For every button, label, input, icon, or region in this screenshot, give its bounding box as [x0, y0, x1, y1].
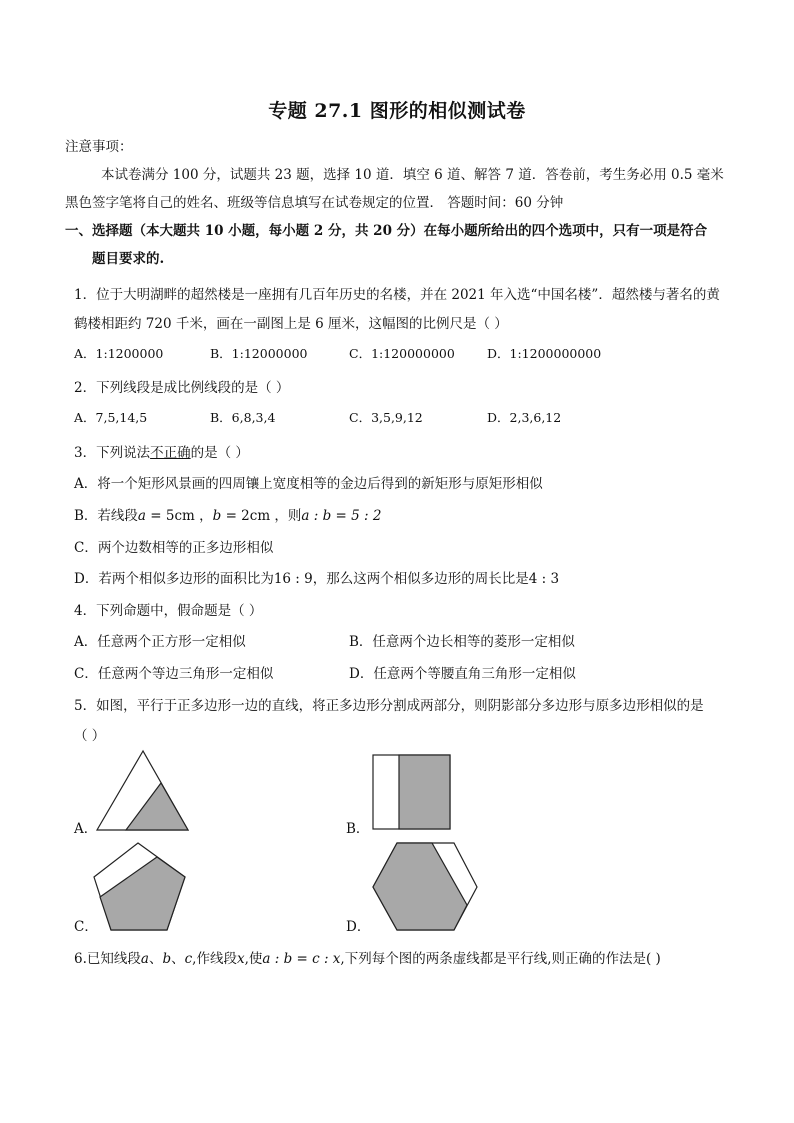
q2-option-c[interactable]: C．3,5,9,12	[349, 410, 423, 425]
q1-option-a[interactable]: A．1:1200000	[74, 346, 164, 361]
q3-option-a[interactable]: A．将一个矩形风景画的四周镶上宽度相等的金边后得到的新矩形与原矩形相似	[74, 476, 543, 492]
q5-stem-line-2: （ ）	[74, 728, 106, 744]
q5-figure-d-hexagon[interactable]	[372, 842, 478, 932]
q1-option-c[interactable]: C．1:120000000	[349, 346, 455, 361]
q4-option-a[interactable]: A．任意两个正方形一定相似	[74, 634, 246, 650]
q3-option-b[interactable]: B．若线段a = 5cm ，b = 2cm ，则a : b = 5 : 2	[74, 508, 382, 524]
q4-option-d[interactable]: D．任意两个等腰直角三角形一定相似	[349, 666, 576, 682]
q2-option-a[interactable]: A．7,5,14,5	[74, 410, 148, 425]
page-title: 专题 27.1 图形的相似测试卷	[268, 100, 526, 122]
section-1-heading-cont: 题目要求的.	[92, 251, 165, 267]
q2-option-d[interactable]: D．2,3,6,12	[487, 410, 562, 425]
q2-stem: 2．下列线段是成比例线段的是（ ）	[74, 380, 290, 396]
q2-option-b[interactable]: B．6,8,3,4	[210, 410, 276, 425]
q3-option-d[interactable]: D．若两个相似多边形的面积比为16 : 9，那么这两个相似多边形的周长比是4 : 3	[74, 571, 560, 587]
q5-label-a[interactable]: A．	[74, 821, 98, 837]
q5-figure-b-square[interactable]	[372, 754, 452, 830]
q1-option-b[interactable]: B．1:12000000	[210, 346, 308, 361]
q5-figure-c-pentagon[interactable]	[93, 842, 187, 932]
q4-stem: 4．下列命题中，假命题是（ ）	[74, 603, 263, 619]
q6-stem: 6.已知线段a、b、c,作线段x,使a : b = c : x,下列每个图的两条虚线都是平行线,则正确的作法是( )	[74, 951, 661, 967]
q3-option-c[interactable]: C．两个边数相等的正多边形相似	[74, 540, 274, 556]
q5-label-d[interactable]: D．	[346, 919, 371, 935]
notice-line-2: 黑色签字笔将自己的姓名、班级等信息填写在试卷规定的位置． 答题时间：60 分钟	[65, 195, 564, 211]
q5-label-b[interactable]: B．	[346, 821, 370, 837]
notice-heading: 注意事项：	[65, 139, 133, 155]
q5-figure-a-triangle[interactable]	[96, 750, 190, 832]
q3-stem: 3．下列说法不正确的是（ ）	[74, 445, 249, 461]
q5-label-c[interactable]: C．	[74, 919, 98, 935]
q3-stem-emphasis: 不正确	[150, 445, 191, 461]
q1-option-d[interactable]: D．1:1200000000	[487, 346, 602, 361]
q1-stem-line-2: 鹤楼相距约 720 千米，画在一副图上是 6 厘米，这幅图的比例尺是（ ）	[74, 316, 508, 332]
q1-stem-line-1: 1．位于大明湖畔的超然楼是一座拥有几百年历史的名楼，并在 2021 年入选“中国名楼”．超然楼与著名的黄	[74, 287, 720, 303]
q5-stem-line-1: 5．如图，平行于正多边形一边的直线，将正多边形分割成两部分，则阴影部分多边形与原多边形相似的是	[74, 698, 704, 714]
notice-line-1: 本试卷满分 100 分，试题共 23 题，选择 10 道．填空 6 道、解答 7 道．答卷前，考生务必用 0.5 毫米	[101, 167, 724, 183]
q4-option-c[interactable]: C．任意两个等边三角形一定相似	[74, 666, 274, 682]
section-1-heading: 一、选择题（本大题共 10 小题，每小题 2 分，共 20 分）在每小题所给出的四个选项中，只有一项是符合	[65, 223, 708, 239]
q4-option-b[interactable]: B．任意两个边长相等的菱形一定相似	[349, 634, 575, 650]
